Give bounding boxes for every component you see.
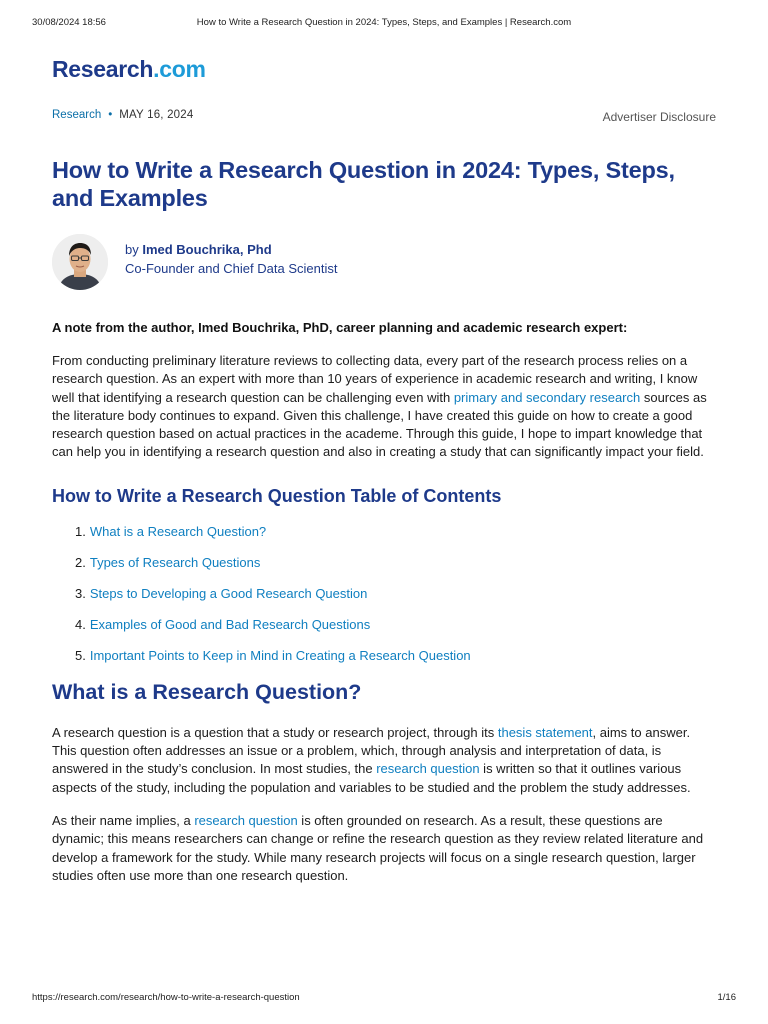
- print-header: [32, 17, 736, 31]
- toc-link-what-is[interactable]: What is a Research Question?: [89, 523, 267, 539]
- logo-name: Research: [52, 56, 154, 82]
- toc-item: [75, 523, 716, 541]
- author-info: [125, 240, 337, 278]
- section-p2-text-1: As their name implies, a: [52, 812, 195, 828]
- toc-item: [75, 647, 716, 665]
- section-p1-text-3: is written so that it outlines various aspects of the study, including the population and variables to be studied and the problem the study addresses.: [52, 761, 691, 795]
- toc-item-number: 2.: [75, 554, 86, 570]
- toc-item: [75, 585, 716, 603]
- toc-link-types[interactable]: Types of Research Questions: [89, 554, 261, 570]
- research-question-link-2[interactable]: research question: [194, 812, 298, 828]
- author-role: Co-Founder and Chief Data Scientist: [125, 261, 338, 276]
- intro-text-1: From conducting preliminary literature reviews to collecting data, every part of the research process relies on a research question. As an expert with more than 10 years of experience in academic research and writing, I know well that identifying a research question can be challenging even with: [52, 353, 698, 405]
- category-link[interactable]: Research: [52, 109, 102, 121]
- toc-link-important-points[interactable]: Important Points to Keep in Mind in Creating a Research Question: [89, 647, 471, 663]
- research-question-link[interactable]: research question: [376, 761, 480, 777]
- author-by-label: by: [125, 242, 143, 257]
- publish-date: MAY 16, 2024: [119, 109, 194, 121]
- print-page-number: 1/16: [717, 992, 736, 1003]
- author-avatar[interactable]: [52, 234, 108, 290]
- meta-separator: •: [108, 109, 113, 121]
- toc-link-examples[interactable]: Examples of Good and Bad Research Questions: [89, 616, 371, 632]
- article-meta: [52, 106, 716, 124]
- section-p1-text-2: , aims to answer. This question often addresses an issue or a problem, which, through analysis and interpretation of data, is answered in the study’s conclusion. In most studies, the: [52, 724, 691, 777]
- toc-item-number: 1.: [75, 523, 86, 539]
- section-heading: What is a Research Question?: [52, 679, 362, 704]
- avatar-icon: [52, 234, 108, 290]
- logo-tld: .com: [153, 56, 206, 82]
- print-footer: [32, 992, 736, 1006]
- thesis-statement-link[interactable]: thesis statement: [497, 724, 593, 740]
- article-content: [52, 54, 716, 885]
- author-box: [52, 234, 716, 290]
- toc-item-number: 5.: [75, 647, 86, 663]
- print-page-title: How to Write a Research Question in 2024: Types, Steps, and Examples | Research.com: [196, 17, 572, 28]
- primary-secondary-research-link[interactable]: primary and secondary research: [453, 389, 641, 405]
- section-p2-text-2: is often grounded on research. As a result, these questions are dynamic; this means researchers can change or refine the research question as they review related literature and develop a framework for the study. While many research projects will focus on a single research question, larger studies often use more than one research question.: [52, 812, 704, 883]
- section-paragraph-1: [52, 724, 716, 797]
- intro-paragraph: [52, 352, 716, 462]
- toc-item-number: 4.: [75, 616, 86, 632]
- table-of-contents: [52, 523, 716, 665]
- print-url: https://research.com/research/how-to-write-a-research-question: [32, 992, 300, 1003]
- toc-heading: How to Write a Research Question Table of Contents: [52, 485, 502, 506]
- page-title: How to Write a Research Question in 2024: Types, Steps, and Examples: [52, 157, 675, 211]
- toc-item: [75, 616, 716, 634]
- toc-item: [75, 554, 716, 572]
- site-logo[interactable]: [52, 54, 716, 84]
- toc-item-number: 3.: [75, 585, 86, 601]
- toc-link-steps[interactable]: Steps to Developing a Good Research Question: [89, 585, 368, 601]
- author-name-link[interactable]: Imed Bouchrika, Phd: [142, 242, 272, 257]
- advertiser-disclosure-link[interactable]: Advertiser Disclosure: [602, 110, 716, 124]
- section-p1-text-1: A research question is a question that a study or research project, through its: [52, 724, 498, 740]
- section-paragraph-2: [52, 812, 716, 885]
- author-note-heading: A note from the author, Imed Bouchrika, PhD, career planning and academic research expert:: [52, 320, 628, 335]
- intro-text-2: sources as the literature body continues to expand. Given this challenge, I have created this guide on how to create a good research question based on actual practices in the academe. Through this guide, I hope to impart knowledge that can help you in identifying a research question and also in creating a study that can significantly impact your field.: [52, 389, 707, 460]
- print-datetime: 30/08/2024 18:56: [32, 17, 106, 28]
